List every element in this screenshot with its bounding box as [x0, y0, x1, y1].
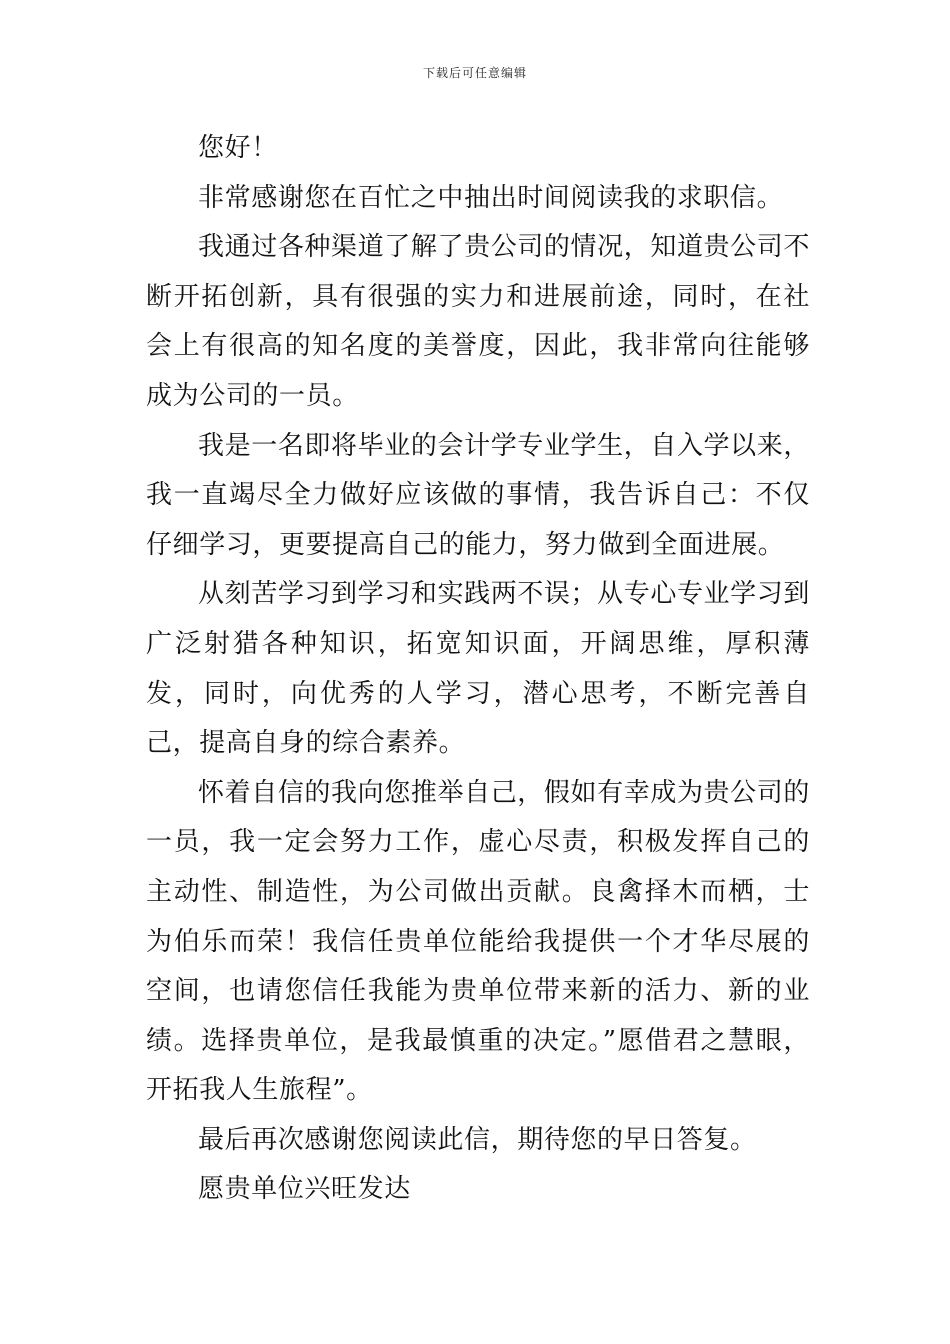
header-note: 下载后可任意编辑 — [422, 66, 527, 80]
paragraph-wishes: 愿贵单位兴旺发达 — [198, 1174, 411, 1205]
paragraph-recommendation: 怀着自信的我向您推举自己，假如有幸成为贵公司的一员，我一定会努力工作，虚心尽责，积极发挥自己的主动性、制造性，为公司做出贡献。良禽择木而栖，士为伯乐而荣！我信任贵单位能给我提供一个才华尽展的空间，也请您信任我能为贵单位带来新的活力、新的业绩。选择贵单位，是我最慎重的决定。”愿借君之慧眼，开拓我人生旅程”。 — [146, 777, 810, 1106]
greeting: 您好！ — [198, 133, 278, 163]
paragraph-thanks: 非常感谢您在百忙之中抽出时间阅读我的求职信。 — [198, 182, 784, 213]
paragraph-closing: 最后再次感谢您阅读此信，期待您的早日答复。 — [198, 1124, 757, 1155]
paragraph-background: 我是一名即将毕业的会计学专业学生，自入学以来，我一直竭尽全力做好应该做的事情，我告诉自己：不仅仔细学习，更要提高自己的能力，努力做到全面进展。 — [146, 430, 810, 560]
letter-body — [146, 124, 810, 1215]
paragraph-company: 我通过各种渠道了解了贵公司的情况，知道贵公司不断开拓创新，具有很强的实力和进展前途，同时，在社会上有很高的知名度的美誉度，因此，我非常向往能够成为公司的一员。 — [146, 232, 810, 411]
paragraph-learning: 从刻苦学习到学习和实践两不误；从专心专业学习到广泛射猎各种知识，拓宽知识面，开阔思维，厚积薄发，同时，向优秀的人学习，潜心思考，不断完善自己，提高自身的综合素养。 — [146, 579, 810, 759]
